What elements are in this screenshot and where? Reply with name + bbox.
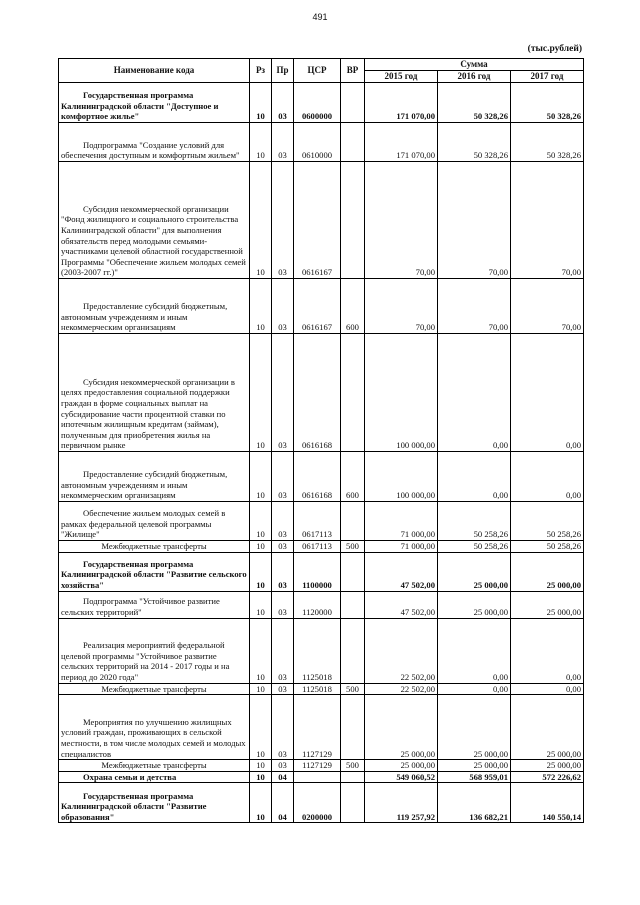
row-name-cell (59, 502, 250, 541)
row-2015-cell: 71 000,00 (365, 502, 438, 541)
row-name-text: Реализация мероприятий федеральной целевой программы "Устойчивое развитие сельских территорий на 2014 - 2017 годы и на период до 2020 года" (61, 640, 230, 682)
row-2015-cell: 549 060,52 (365, 771, 438, 783)
row-2017-cell: 572 226,62 (511, 771, 584, 783)
table-header (59, 59, 584, 83)
row-name-text: Предоставление субсидий бюджетным, автономным учреждениям и иным некоммерческим организациям (61, 301, 228, 333)
row-pr-cell: 03 (272, 541, 294, 553)
table-row (59, 552, 584, 591)
row-2016-cell: 50 258,26 (438, 541, 511, 553)
page-number: 491 (312, 12, 328, 22)
row-csr-cell: 0200000 (294, 783, 341, 823)
row-vr-cell: 500 (341, 760, 365, 772)
row-2016-cell: 50 258,26 (438, 502, 511, 541)
units-label: (тыс.рублей) (527, 44, 582, 54)
row-csr-cell: 1100000 (294, 552, 341, 591)
row-vr-cell (341, 695, 365, 760)
table-row (59, 123, 584, 162)
row-2016-cell: 0,00 (438, 618, 511, 683)
row-2016-cell: 25 000,00 (438, 760, 511, 772)
row-name-cell (59, 541, 250, 553)
row-2017-cell: 50 258,26 (511, 502, 584, 541)
row-vr-cell (341, 502, 365, 541)
row-2017-cell: 25 000,00 (511, 591, 584, 618)
table-row (59, 279, 584, 334)
row-csr-cell: 1125018 (294, 618, 341, 683)
row-2015-cell: 25 000,00 (365, 695, 438, 760)
row-name-text: Межбюджетные трансферты (101, 541, 207, 551)
row-pr-cell: 03 (272, 591, 294, 618)
header-rz: Рз (250, 59, 272, 83)
row-2015-cell: 22 502,00 (365, 683, 438, 695)
row-2016-cell: 25 000,00 (438, 695, 511, 760)
row-pr-cell: 03 (272, 83, 294, 123)
row-2016-cell: 0,00 (438, 452, 511, 502)
table-row (59, 502, 584, 541)
table-row (59, 591, 584, 618)
row-csr-cell: 1127129 (294, 695, 341, 760)
table-row (59, 541, 584, 553)
row-vr-cell (341, 334, 365, 452)
row-2015-cell: 47 502,00 (365, 591, 438, 618)
row-vr-cell (341, 771, 365, 783)
row-2015-cell: 100 000,00 (365, 452, 438, 502)
row-rz-cell: 10 (250, 334, 272, 452)
row-2017-cell: 50 328,26 (511, 123, 584, 162)
row-pr-cell: 03 (272, 279, 294, 334)
row-name-cell (59, 683, 250, 695)
header-csr: ЦСР (294, 59, 341, 83)
row-rz-cell: 10 (250, 591, 272, 618)
row-2017-cell: 0,00 (511, 618, 584, 683)
row-name-cell (59, 760, 250, 772)
row-vr-cell (341, 83, 365, 123)
row-name-text: Подпрограмма "Создание условий для обеспечения доступным и комфортным жильем" (61, 139, 240, 161)
row-name-cell (59, 618, 250, 683)
row-name-cell (59, 123, 250, 162)
row-pr-cell: 03 (272, 683, 294, 695)
row-2016-cell: 70,00 (438, 162, 511, 279)
row-name-cell (59, 552, 250, 591)
row-2017-cell: 25 000,00 (511, 760, 584, 772)
row-rz-cell: 10 (250, 695, 272, 760)
row-vr-cell (341, 552, 365, 591)
row-csr-cell: 0616168 (294, 334, 341, 452)
row-2016-cell: 568 959,01 (438, 771, 511, 783)
table-row (59, 771, 584, 783)
table-row (59, 83, 584, 123)
header-2015: 2015 год (365, 71, 438, 83)
row-name-cell (59, 279, 250, 334)
row-name-cell (59, 83, 250, 123)
row-rz-cell: 10 (250, 279, 272, 334)
row-csr-cell: 0616167 (294, 279, 341, 334)
table-row (59, 760, 584, 772)
row-pr-cell: 04 (272, 783, 294, 823)
row-2016-cell: 0,00 (438, 334, 511, 452)
header-pr: Пр (272, 59, 294, 83)
row-2015-cell: 25 000,00 (365, 760, 438, 772)
row-vr-cell: 500 (341, 541, 365, 553)
table-row (59, 334, 584, 452)
row-rz-cell: 10 (250, 502, 272, 541)
row-csr-cell: 0616168 (294, 452, 341, 502)
row-vr-cell (341, 618, 365, 683)
row-pr-cell: 03 (272, 162, 294, 279)
row-rz-cell: 10 (250, 771, 272, 783)
table-row (59, 162, 584, 279)
row-2015-cell: 71 000,00 (365, 541, 438, 553)
row-csr-cell: 0610000 (294, 123, 341, 162)
header-name: Наименование кода (59, 59, 250, 83)
row-2015-cell: 22 502,00 (365, 618, 438, 683)
row-pr-cell: 03 (272, 552, 294, 591)
header-2016: 2016 год (438, 71, 511, 83)
row-name-cell (59, 334, 250, 452)
row-name-text: Государственная программа Калининградской области "Доступное и комфортное жилье" (61, 90, 219, 122)
row-2015-cell: 70,00 (365, 162, 438, 279)
table-row (59, 452, 584, 502)
row-name-text: Государственная программа Калининградской области "Развитие сельского хозяйства" (61, 558, 247, 590)
row-2015-cell: 47 502,00 (365, 552, 438, 591)
row-name-text: Обеспечение жильем молодых семей в рамках федеральной целевой программы "Жилище" (61, 508, 226, 540)
row-2015-cell: 171 070,00 (365, 83, 438, 123)
row-name-text: Государственная программа Калининградской области "Развитие образования" (61, 790, 207, 822)
row-pr-cell: 03 (272, 618, 294, 683)
row-2017-cell: 70,00 (511, 162, 584, 279)
row-2016-cell: 25 000,00 (438, 591, 511, 618)
row-2015-cell: 171 070,00 (365, 123, 438, 162)
row-csr-cell: 1120000 (294, 591, 341, 618)
row-csr-cell: 0600000 (294, 83, 341, 123)
budget-table (58, 58, 584, 823)
table-row (59, 618, 584, 683)
row-2016-cell: 70,00 (438, 279, 511, 334)
row-name-text: Субсидия некоммерческой организации в целях предоставления социальной поддержки граждан в форме социальных выплат на субсидирование части процентной ставки по ипотечным жилищным кредитам (займам), полученным для приобретения жилья на первичном рынке (61, 376, 235, 451)
row-csr-cell: 1125018 (294, 683, 341, 695)
table-body (59, 83, 584, 823)
row-rz-cell: 10 (250, 783, 272, 823)
row-2016-cell: 50 328,26 (438, 123, 511, 162)
row-vr-cell (341, 783, 365, 823)
row-2017-cell: 140 550,14 (511, 783, 584, 823)
row-2017-cell: 25 000,00 (511, 552, 584, 591)
row-name-cell (59, 162, 250, 279)
row-2016-cell: 136 682,21 (438, 783, 511, 823)
row-rz-cell: 10 (250, 83, 272, 123)
table-row (59, 783, 584, 823)
row-name-text: Межбюджетные трансферты (101, 683, 207, 694)
row-rz-cell: 10 (250, 618, 272, 683)
row-csr-cell: 0617113 (294, 541, 341, 553)
row-name-cell (59, 695, 250, 760)
row-vr-cell (341, 591, 365, 618)
row-2017-cell: 0,00 (511, 452, 584, 502)
header-2017: 2017 год (511, 71, 584, 83)
row-rz-cell: 10 (250, 452, 272, 502)
row-name-text: Охрана семьи и детства (83, 771, 177, 782)
row-name-cell (59, 452, 250, 502)
table-row (59, 683, 584, 695)
row-csr-cell: 0616167 (294, 162, 341, 279)
row-csr-cell: 1127129 (294, 760, 341, 772)
row-pr-cell: 03 (272, 695, 294, 760)
row-2017-cell: 0,00 (511, 334, 584, 452)
header-vr: ВР (341, 59, 365, 83)
row-pr-cell: 03 (272, 760, 294, 772)
row-name-text: Субсидия некоммерческой организации "Фонд жилищного и социального строительства Калининградской области" для выполнения обязательств перед молодыми семьями-участниками целевой областной государственной Программы "Обеспечение жильем молодых семей (2003-2007 гг.)" (61, 203, 246, 278)
row-name-text: Мероприятия по улучшению жилищных условий граждан, проживающих в сельской местности, в том числе молодых семей и молодых специалистов (61, 716, 246, 759)
row-vr-cell: 600 (341, 279, 365, 334)
row-name-cell (59, 771, 250, 783)
row-rz-cell: 10 (250, 760, 272, 772)
header-sum: Сумма (365, 59, 584, 71)
row-2017-cell: 50 258,26 (511, 541, 584, 553)
row-pr-cell: 03 (272, 452, 294, 502)
row-pr-cell: 03 (272, 123, 294, 162)
table-row (59, 695, 584, 760)
row-pr-cell: 03 (272, 334, 294, 452)
row-name-cell (59, 783, 250, 823)
row-2015-cell: 119 257,92 (365, 783, 438, 823)
row-vr-cell (341, 123, 365, 162)
row-csr-cell: 0617113 (294, 502, 341, 541)
row-2015-cell: 70,00 (365, 279, 438, 334)
row-name-cell (59, 591, 250, 618)
row-2016-cell: 0,00 (438, 683, 511, 695)
row-2017-cell: 70,00 (511, 279, 584, 334)
row-2016-cell: 25 000,00 (438, 552, 511, 591)
row-2017-cell: 25 000,00 (511, 695, 584, 760)
row-rz-cell: 10 (250, 541, 272, 553)
row-2015-cell: 100 000,00 (365, 334, 438, 452)
row-2017-cell: 50 328,26 (511, 83, 584, 123)
row-rz-cell: 10 (250, 683, 272, 695)
row-rz-cell: 10 (250, 123, 272, 162)
row-name-text: Предоставление субсидий бюджетным, автономным учреждениям и иным некоммерческим организациям (61, 469, 228, 501)
row-name-text: Межбюджетные трансферты (101, 760, 207, 771)
row-rz-cell: 10 (250, 162, 272, 279)
row-rz-cell: 10 (250, 552, 272, 591)
row-pr-cell: 04 (272, 771, 294, 783)
row-csr-cell (294, 771, 341, 783)
row-vr-cell: 600 (341, 452, 365, 502)
row-pr-cell: 03 (272, 502, 294, 541)
row-2017-cell: 0,00 (511, 683, 584, 695)
row-vr-cell: 500 (341, 683, 365, 695)
row-2016-cell: 50 328,26 (438, 83, 511, 123)
row-name-text: Подпрограмма "Устойчивое развитие сельских территорий" (61, 596, 220, 617)
row-vr-cell (341, 162, 365, 279)
